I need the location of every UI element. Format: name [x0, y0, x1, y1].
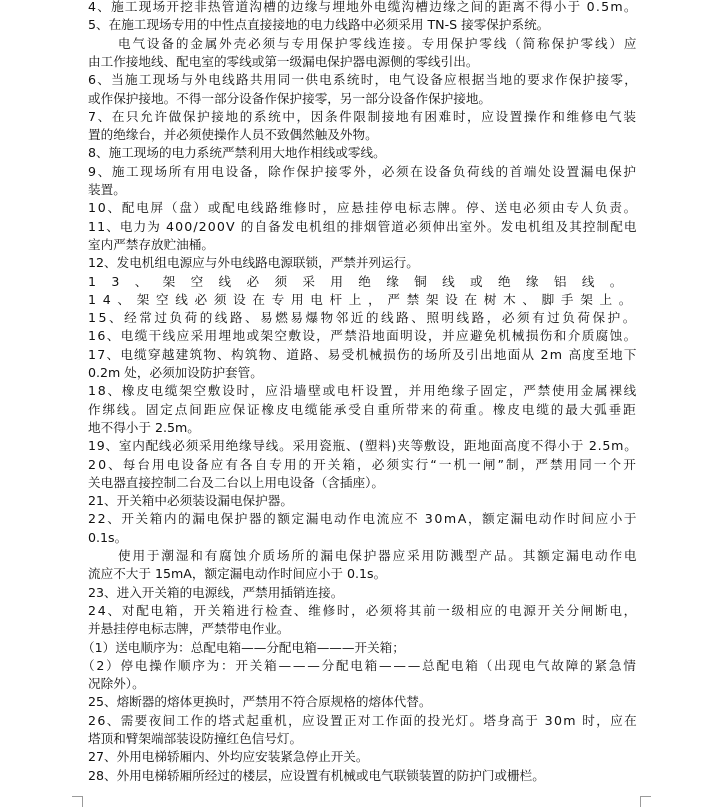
document-line: 13、架空线必须采用绝缘铜线或绝缘铝线。: [88, 273, 638, 289]
document-line: 0.1s。: [88, 529, 128, 545]
page-corner-mark-left: [72, 796, 83, 807]
document-line: 5、在施工现场专用的中性点直接接地的电力线路中必须采用 TN-S 接零保护系统。: [88, 17, 550, 33]
document-line: 19、室内配线必须采用绝缘导线。采用瓷瓶、(塑料)夹等敷设，距地面高度不得小于 2.5m。: [88, 438, 638, 454]
document-line: 16、电缆干线应采用埋地或架空敷设，严禁沿地面明设，并应避免机械损伤和介质腐蚀。: [88, 328, 638, 344]
document-line: 或作保护接地。不得一部分设备作保护接零，另一部分设备作保护接地。: [88, 90, 491, 106]
document-line: 14、架空线必须设在专用电杆上，严禁架设在树木、脚手架上。: [88, 291, 639, 307]
document-line: 9、施工现场所有用电设备，除作保护接零外，必须在设备负荷线的首端处设置漏电保护: [88, 163, 638, 179]
document-line: 8、施工现场的电力系统严禁利用大地作相线或零线。: [88, 145, 386, 161]
document-line: 关电器直接控制二台及二台以上用电设备（含插座）。: [88, 474, 384, 490]
document-line: 由工作接地线、配电室的零线或第一级漏电保护器电源侧的零线引出。: [88, 53, 479, 69]
document-line: 18、橡皮电缆架空敷设时，应沿墙壁或电杆设置，并用绝缘子固定，严禁使用金属裸线: [88, 383, 639, 399]
document-line: 装置。: [88, 182, 126, 197]
document-line: 22、开关箱内的漏电保护器的额定漏电动作电流应不 30mA，额定漏电动作时间应小于: [88, 511, 639, 527]
document-line: 11、电力为 400/200V 的自备发电机组的排烟管道必须伸出室外。发电机组及其控制配电: [88, 218, 638, 234]
document-line: 15、经常过负荷的线路、易燃易爆物邻近的线路、照明线路，必须有过负荷保护。: [88, 310, 638, 326]
document-line: 20、每台用电设备应有各自专用的开关箱，必须实行“一机一闸”制，严禁用同一个开: [88, 456, 638, 472]
document-line: 地不得小于 2.5m。: [88, 419, 200, 435]
document-line: 10、配电屏（盘）或配电线路维修时，应悬挂停电标志牌。停、送电必须由专人负责。: [88, 200, 639, 216]
page-corner-mark-right: [640, 796, 651, 807]
document-line: 23、进入开关箱的电源线，严禁用插销连接。: [88, 584, 344, 600]
document-line: 12、发电机组电源应与外电线路电源联锁，严禁并列运行。: [88, 255, 419, 271]
document-line: 25、熔断器的熔体更换时，严禁用不符合原规格的熔体代替。: [88, 694, 432, 710]
document-line: 电气设备的金属外壳必须与专用保护零线连接。专用保护零线（简称保护零线）应: [118, 35, 639, 51]
document-line: 塔顶和臂架端部装设防撞红色信号灯。: [88, 731, 303, 746]
document-line: 24、对配电箱，开关箱进行检查、维修时，必须将其前一级相应的电源开关分闸断电，: [88, 602, 639, 618]
document-line: 况除外）。: [88, 676, 145, 692]
document-line: 6、当施工现场与外电线路共用同一供电系统时，电气设备应根据当地的要求作保护接零，: [88, 72, 639, 88]
document-line: 使用于潮湿和有腐蚀介质场所的漏电保护器应采用防溅型产品。其额定漏电动作电: [118, 548, 639, 563]
document-line: 并悬挂停电标志牌，严禁带电作业。: [88, 621, 290, 637]
document-line: 7、在只允许做保护接地的系统中，因条件限制接地有困难时，应设置操作和维修电气装: [88, 108, 638, 124]
document-line: 0.2m 处，必须加设防护套管。: [88, 365, 263, 380]
document-line: （2）停电操作顺序为：开关箱———分配电箱———总配电箱（出现电气故障的紧急情: [82, 657, 638, 673]
document-line: 作绑线。固定点间距应保证橡皮电缆能承受自重所带来的荷重。橡皮电缆的最大弧垂距: [88, 401, 638, 417]
document-line: （1）送电顺序为：总配电箱——分配电箱———开关箱；: [82, 639, 405, 655]
document-line: 27、外用电梯轿厢内、外均应安装紧急停止开关。: [88, 749, 369, 765]
document-line: 17、电缆穿越建筑物、构筑物、道路、易受机械损伤的场所及引出地面从 2m 高度至地下: [88, 346, 638, 362]
document-line: 28、外用电梯轿厢所经过的楼层，应设置有机械或电气联锁装置的防护门或栅栏。: [88, 767, 545, 783]
document-line: 4、施工现场开挖非热管道沟槽的边缘与埋地外电缆沟槽边缘之间的距离不得小于 0.5m。: [88, 0, 638, 14]
document-line: 21、开关箱中必须装设漏电保护器。: [88, 493, 293, 509]
document-line: 26、需要夜间工作的塔式起重机，应设置正对工作面的投光灯。塔身高于 30m 时，应在: [88, 712, 639, 728]
document-line: 室内严禁存放贮油桶。: [88, 236, 214, 252]
document-line: 置的绝缘台，并必须使操作人员不致偶然触及外物。: [88, 127, 378, 143]
document-line: 流应不大于 15mA，额定漏电动作时间应小于 0.1s。: [88, 566, 387, 582]
